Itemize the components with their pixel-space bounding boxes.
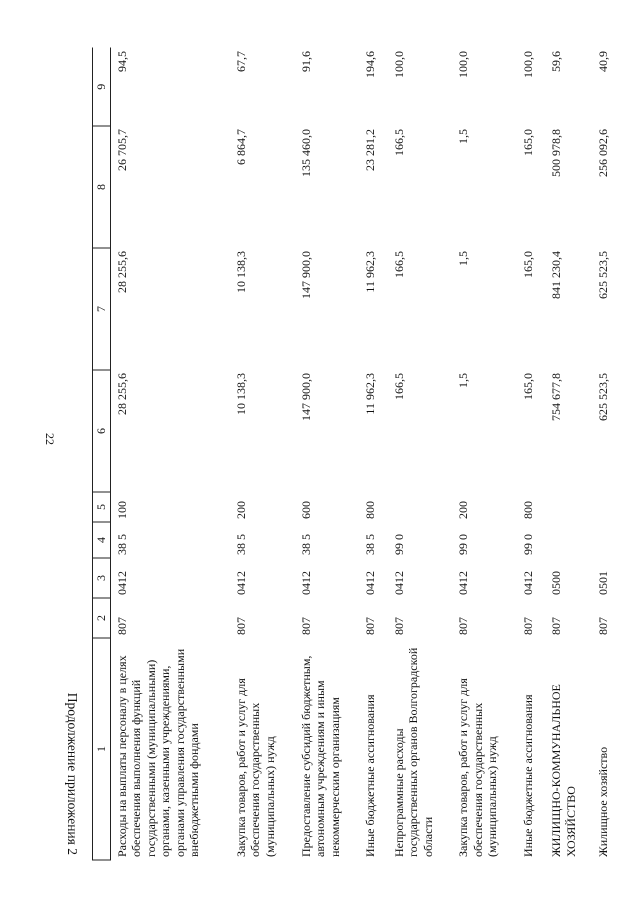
cell-section: 0412 bbox=[233, 571, 248, 595]
row-name: ЖИЛИЩНО-КОММУНАЛЬНОЕ ХОЗЯЙСТВО bbox=[549, 684, 578, 857]
cell-section: 0412 bbox=[298, 571, 313, 595]
table-row bbox=[295, 48, 360, 860]
cell-target: 99 0 bbox=[391, 534, 406, 555]
col-header-7: 7 bbox=[93, 248, 111, 370]
cell-target bbox=[545, 522, 591, 558]
cell-col9: 100,0 bbox=[520, 51, 535, 78]
continuation-label: Продолжение приложения 2 bbox=[65, 692, 80, 855]
cell-type: 600 bbox=[298, 501, 313, 519]
cell-col8: 6 864,7 bbox=[233, 129, 248, 165]
cell-section: 0412 bbox=[363, 571, 378, 595]
row-name: Непрограммные расходы государственных органов Волгоградской области bbox=[391, 647, 435, 857]
cell-col7: 165,0 bbox=[520, 251, 535, 278]
col-header-6: 6 bbox=[93, 370, 111, 492]
table-row bbox=[592, 48, 620, 860]
col-header-3: 3 bbox=[93, 558, 111, 598]
cell-col9: 91,6 bbox=[298, 51, 313, 72]
cell-ministry: 807 bbox=[298, 617, 313, 635]
table-row bbox=[230, 48, 295, 860]
cell-col9: 100,0 bbox=[391, 51, 406, 78]
cell-type: 800 bbox=[520, 501, 535, 519]
cell-col8: 500 978,8 bbox=[549, 129, 564, 177]
cell-type bbox=[545, 492, 591, 522]
col-header-2: 2 bbox=[93, 598, 111, 638]
cell-target: 99 0 bbox=[520, 534, 535, 555]
cell-section: 0412 bbox=[114, 571, 129, 595]
cell-col6: 28 255,6 bbox=[114, 373, 129, 415]
cell-col7: 166,5 bbox=[391, 251, 406, 278]
table-row bbox=[388, 48, 453, 860]
col-header-5: 5 bbox=[93, 492, 111, 522]
cell-type bbox=[388, 492, 453, 522]
cell-ministry: 807 bbox=[549, 617, 564, 635]
cell-target: 38 5 bbox=[114, 534, 129, 555]
cell-col8: 26 705,7 bbox=[114, 129, 129, 171]
cell-target: 38 5 bbox=[363, 534, 378, 555]
col-header-9: 9 bbox=[93, 48, 111, 126]
col-header-8: 8 bbox=[93, 126, 111, 248]
cell-col9: 94,5 bbox=[114, 51, 129, 72]
table-row bbox=[545, 48, 591, 860]
row-name: Закупка товаров, работ и услуг для обеспечения государственных (муниципальных) нужд bbox=[233, 678, 277, 857]
cell-ministry: 807 bbox=[520, 617, 535, 635]
cell-col6: 10 138,3 bbox=[233, 373, 248, 415]
cell-ministry: 807 bbox=[114, 617, 129, 635]
table-row bbox=[517, 48, 545, 860]
cell-col6: 147 900,0 bbox=[298, 373, 313, 421]
row-name: Расходы на выплаты персоналу в целях обеспечения выполнения функций государственными (муниципальными) органами, казенными учреждениями, органами управления государственными внебюджетными фондами bbox=[114, 648, 201, 857]
cell-col7: 10 138,3 bbox=[233, 251, 248, 293]
cell-section: 0500 bbox=[549, 571, 564, 595]
col-header-1: 1 bbox=[93, 638, 111, 860]
cell-ministry: 807 bbox=[363, 617, 378, 635]
cell-col9: 59,6 bbox=[549, 51, 564, 72]
header-row bbox=[93, 48, 111, 860]
row-name: Жилищное хозяйство bbox=[595, 746, 610, 857]
cell-col9: 100,0 bbox=[456, 51, 471, 78]
cell-col6: 754 677,8 bbox=[549, 373, 564, 421]
page-number: 22 bbox=[43, 433, 57, 445]
col-header-4: 4 bbox=[93, 522, 111, 558]
cell-target: 38 5 bbox=[233, 534, 248, 555]
cell-col8: 23 281,2 bbox=[363, 129, 378, 171]
cell-col7: 1,5 bbox=[456, 251, 471, 266]
cell-type: 200 bbox=[233, 501, 248, 519]
cell-col7: 28 255,6 bbox=[114, 251, 129, 293]
cell-col6: 625 523,5 bbox=[595, 373, 610, 421]
table-row bbox=[359, 48, 387, 860]
cell-type: 200 bbox=[456, 501, 471, 519]
row-name: Иные бюджетные ассигнования bbox=[363, 694, 378, 857]
cell-col8: 135 460,0 bbox=[298, 129, 313, 177]
row-name: Предоставление субсидий бюджетным, автономным учреждениям и иным некоммерческим организациям bbox=[298, 655, 342, 857]
cell-col8: 256 092,6 bbox=[595, 129, 610, 177]
cell-type: 100 bbox=[114, 501, 129, 519]
cell-col9: 67,7 bbox=[233, 51, 248, 72]
cell-col8: 1,5 bbox=[456, 129, 471, 144]
cell-section: 0412 bbox=[520, 571, 535, 595]
cell-ministry: 807 bbox=[391, 617, 406, 635]
table-row bbox=[110, 48, 230, 860]
cell-ministry: 807 bbox=[456, 617, 471, 635]
cell-target: 99 0 bbox=[456, 534, 471, 555]
budget-table bbox=[92, 48, 620, 861]
cell-col6: 165,0 bbox=[520, 373, 535, 400]
cell-type: 800 bbox=[363, 501, 378, 519]
cell-col7: 841 230,4 bbox=[549, 251, 564, 299]
cell-col8: 166,5 bbox=[391, 129, 406, 156]
cell-ministry: 807 bbox=[233, 617, 248, 635]
table-row bbox=[452, 48, 517, 860]
cell-ministry: 807 bbox=[595, 617, 610, 635]
cell-col9: 40,9 bbox=[595, 51, 610, 72]
cell-col7: 147 900,0 bbox=[298, 251, 313, 299]
row-name: Иные бюджетные ассигнования bbox=[520, 694, 535, 857]
cell-section: 0412 bbox=[391, 571, 406, 595]
cell-col6: 1,5 bbox=[456, 373, 471, 388]
cell-target: 38 5 bbox=[298, 534, 313, 555]
cell-target bbox=[592, 522, 620, 558]
cell-col9: 194,6 bbox=[363, 51, 378, 78]
cell-section: 0412 bbox=[456, 571, 471, 595]
cell-col8: 165,0 bbox=[520, 129, 535, 156]
cell-col7: 625 523,5 bbox=[595, 251, 610, 299]
cell-section: 0501 bbox=[595, 571, 610, 595]
cell-col6: 166,5 bbox=[391, 373, 406, 400]
cell-col7: 11 962,3 bbox=[363, 251, 378, 293]
cell-type bbox=[592, 492, 620, 522]
row-name: Закупка товаров, работ и услуг для обеспечения государственных (муниципальных) нужд bbox=[456, 678, 500, 857]
cell-col6: 11 962,3 bbox=[363, 373, 378, 415]
